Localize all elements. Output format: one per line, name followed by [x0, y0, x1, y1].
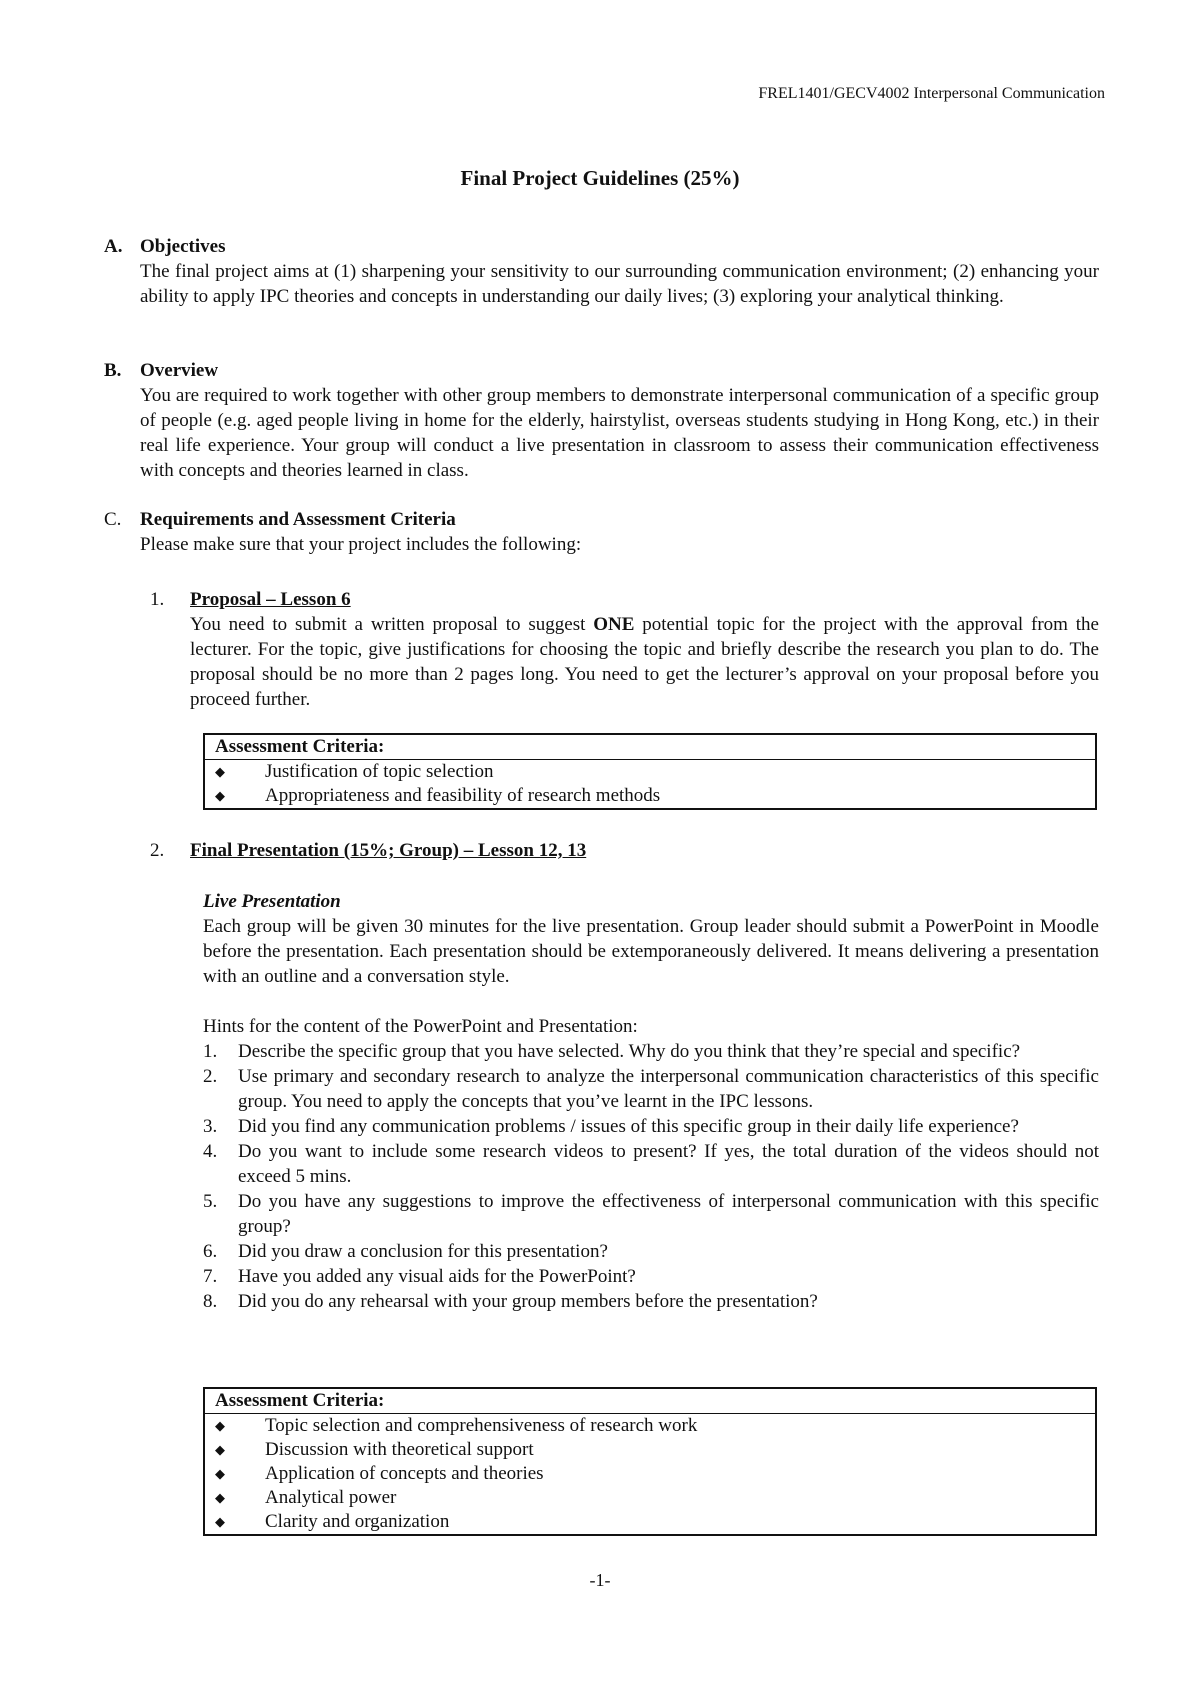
- section-requirements: [104, 507, 1099, 557]
- proposal-emphasis: ONE: [593, 614, 635, 635]
- criteria-item: [205, 1438, 1095, 1462]
- hint-number: 8.: [203, 1291, 218, 1312]
- hint-text: Do you have any suggestions to improve the effectiveness of interpersonal communication with this specific group?: [238, 1191, 1099, 1237]
- section-heading: Overview: [140, 360, 219, 381]
- criteria-heading: Assessment Criteria:: [205, 735, 1095, 760]
- list-item: [203, 1039, 1099, 1064]
- criteria-item: [205, 1510, 1095, 1534]
- criteria-text: Application of concepts and theories: [265, 1463, 544, 1484]
- item-number: 1.: [150, 589, 165, 610]
- item-final-presentation: [150, 838, 1099, 863]
- section-heading: Objectives: [140, 236, 226, 257]
- diamond-bullet-icon: ◆: [215, 1514, 225, 1529]
- proposal-text-end: potential topic for the project with the approval from the lecturer. For the topic, give justifications for choosing the topic and briefly describe the research you plan to do. The proposal should be no more than 2 pages long. You need to get the lecturer’s approval on your proposal before you proceed further.: [190, 614, 1099, 710]
- criteria-item: [205, 784, 1095, 808]
- hint-text: Do you want to include some research videos to present? If yes, the total duration of the videos should not exceed 5 mins.: [238, 1141, 1099, 1187]
- criteria-item: [205, 760, 1095, 784]
- hint-text: Use primary and secondary research to analyze the interpersonal communication characteristics of this specific group. You need to apply the concepts that you’ve learnt in the IPC lessons.: [238, 1066, 1099, 1112]
- criteria-text: Discussion with theoretical support: [265, 1439, 534, 1460]
- section-body: The final project aims at (1) sharpening your sensitivity to our surrounding communication environment; (2) enhancing your ability to apply IPC theories and concepts in understanding our daily lives; (3) exploring your analytical thinking.: [140, 261, 1099, 307]
- hints-list: [203, 1014, 1099, 1314]
- proposal-text-start: You need to submit a written proposal to suggest: [190, 614, 594, 635]
- diamond-bullet-icon: ◆: [215, 1490, 225, 1505]
- live-presentation-body: Each group will be given 30 minutes for the live presentation. Group leader should submit a PowerPoint in Moodle before the presentation. Each presentation should be extemporaneously delivered. It means delivering a presentation with an outline and a conversation style.: [203, 916, 1099, 987]
- diamond-bullet-icon: ◆: [215, 1466, 225, 1481]
- hint-number: 1.: [203, 1041, 218, 1062]
- list-item: [203, 1289, 1099, 1314]
- hint-text: Did you find any communication problems / issues of this specific group in their daily life experience?: [238, 1116, 1019, 1137]
- item-number: 2.: [150, 840, 165, 861]
- section-letter: B.: [104, 360, 122, 381]
- hint-number: 4.: [203, 1141, 218, 1162]
- list-item: [203, 1139, 1099, 1189]
- criteria-item: [205, 1414, 1095, 1438]
- assessment-criteria-table: [203, 733, 1097, 810]
- diamond-bullet-icon: ◆: [215, 764, 225, 779]
- hint-number: 6.: [203, 1241, 218, 1262]
- hint-text: Did you draw a conclusion for this presentation?: [238, 1241, 608, 1262]
- list-item: [203, 1064, 1099, 1114]
- hint-number: 5.: [203, 1191, 218, 1212]
- section-letter: C.: [104, 509, 122, 530]
- criteria-item: [205, 1462, 1095, 1486]
- course-header: FREL1401/GECV4002 Interpersonal Communication: [758, 85, 1105, 102]
- document-title: Final Project Guidelines (25%): [460, 166, 740, 190]
- list-item: [203, 1189, 1099, 1239]
- section-heading: Requirements and Assessment Criteria: [140, 509, 456, 530]
- hint-text: Have you added any visual aids for the PowerPoint?: [238, 1266, 636, 1287]
- diamond-bullet-icon: ◆: [215, 1418, 225, 1433]
- item-title: Proposal – Lesson 6: [190, 589, 351, 610]
- hint-number: 2.: [203, 1066, 218, 1087]
- item-body: [190, 612, 1099, 712]
- list-item: [203, 1114, 1099, 1139]
- live-presentation-title: Live Presentation: [203, 891, 341, 912]
- hint-text: Did you do any rehearsal with your group members before the presentation?: [238, 1291, 818, 1312]
- diamond-bullet-icon: ◆: [215, 1442, 225, 1457]
- list-item: [203, 1239, 1099, 1264]
- criteria-item: [205, 1486, 1095, 1510]
- section-body: Please make sure that your project includes the following:: [140, 534, 582, 555]
- assessment-criteria-table: [203, 1387, 1097, 1536]
- hint-text: Describe the specific group that you have selected. Why do you think that they’re special and specific?: [238, 1041, 1021, 1062]
- section-objectives: [104, 234, 1099, 309]
- section-letter: A.: [104, 236, 123, 257]
- diamond-bullet-icon: ◆: [215, 788, 225, 803]
- live-presentation-block: [203, 889, 1099, 989]
- criteria-text: Analytical power: [265, 1487, 397, 1508]
- hints-intro: Hints for the content of the PowerPoint and Presentation:: [203, 1016, 638, 1037]
- hint-number: 3.: [203, 1116, 218, 1137]
- section-body: You are required to work together with other group members to demonstrate interpersonal communication of a specific group of people (e.g. aged people living in home for the elderly, hairstylist, overseas students studying in Hong Kong, etc.) in their real life experience. Your group will conduct a live presentation in classroom to assess their communication effectiveness with concepts and theories learned in class.: [140, 385, 1099, 481]
- list-item: [203, 1264, 1099, 1289]
- item-proposal: [150, 587, 1099, 712]
- criteria-heading: Assessment Criteria:: [205, 1389, 1095, 1414]
- criteria-text: Justification of topic selection: [265, 761, 494, 782]
- criteria-text: Appropriateness and feasibility of research methods: [265, 785, 661, 806]
- criteria-text: Topic selection and comprehensiveness of research work: [265, 1415, 698, 1436]
- hint-number: 7.: [203, 1266, 218, 1287]
- page-number: -1-: [589, 1570, 611, 1590]
- section-overview: [104, 358, 1099, 483]
- criteria-text: Clarity and organization: [265, 1511, 450, 1532]
- item-title: Final Presentation (15%; Group) – Lesson 12, 13: [190, 840, 587, 861]
